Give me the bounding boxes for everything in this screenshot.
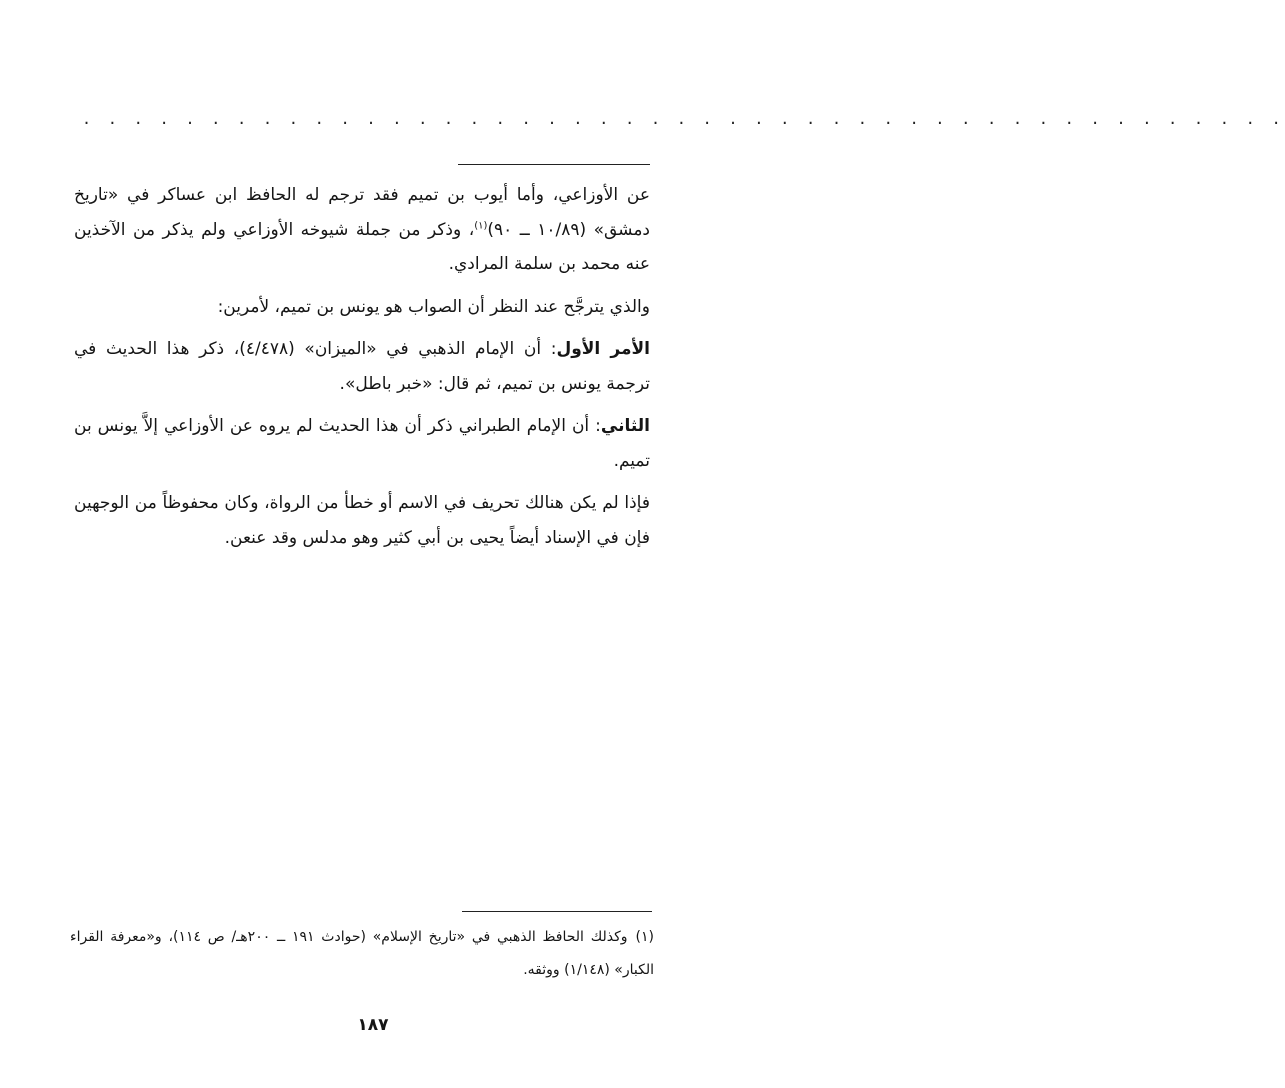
page-number: ١٨٧ [357, 1015, 389, 1035]
footnote-divider [462, 911, 652, 912]
paragraph-4-text: : أن الإمام الطبراني ذكر أن هذا الحديث لم يروه عن الأوزاعي إلاَّ يونس بن تميم. [74, 416, 650, 471]
paragraph-2: والذي يترجَّح عند النظر أن الصواب هو يونس بن تميم، لأمرين: [217, 296, 650, 317]
paragraph-4-label: الثاني [600, 416, 650, 436]
paragraph-1-text-b: ، وذكر من جملة شيوخه الأوزاعي ولم يذكر من الآخذين عنه محمد بن سلمة المرادي. [74, 219, 650, 274]
paragraph-5: فإذا لم يكن هنالك تحريف في الاسم أو خطأ من الرواة، وكان محفوظاً من الوجهين فإن في الإسناد أيضاً يحيى بن أبي كثير وهو مدلس وقد عنعن. [74, 493, 650, 548]
paragraph-3-text: : أن الإمام الذهبي في «الميزان» (٤/٤٧٨)، ذكر هذا الحديث في ترجمة يونس بن تميم، ثم قال: «خبر باطل». [74, 339, 650, 394]
paragraph-3-label: الأمر الأول [556, 339, 650, 359]
footnote-number: (١) [635, 929, 655, 945]
top-divider [458, 164, 650, 165]
footnote-text: وكذلك الحافظ الذهبي في «تاريخ الإسلام» (حوادث ١٩١ ــ ٢٠٠هـ/ ص ١١٤)، و«معرفة القراء الكبار» (١/١٤٨) ووثقه. [70, 929, 654, 978]
paragraph-3 [74, 332, 650, 401]
paragraph-4 [74, 409, 650, 478]
main-text [74, 178, 650, 563]
header-dotted-line: . . . . . . . . . . . . . . . . . . . . . . . . . . . . . . . . . . . . . . . . . . . . . . . [82, 110, 1285, 128]
footnote [70, 921, 654, 987]
paragraph-1 [74, 178, 650, 282]
paragraph-1-text-a: عن الأوزاعي، وأما أيوب بن تميم فقد ترجم له الحافظ ابن عساكر في «تاريخ دمشق» (١٠/٨٩ ــ ٩٠) [74, 185, 650, 240]
footnote-reference[interactable]: (١) [474, 219, 488, 231]
